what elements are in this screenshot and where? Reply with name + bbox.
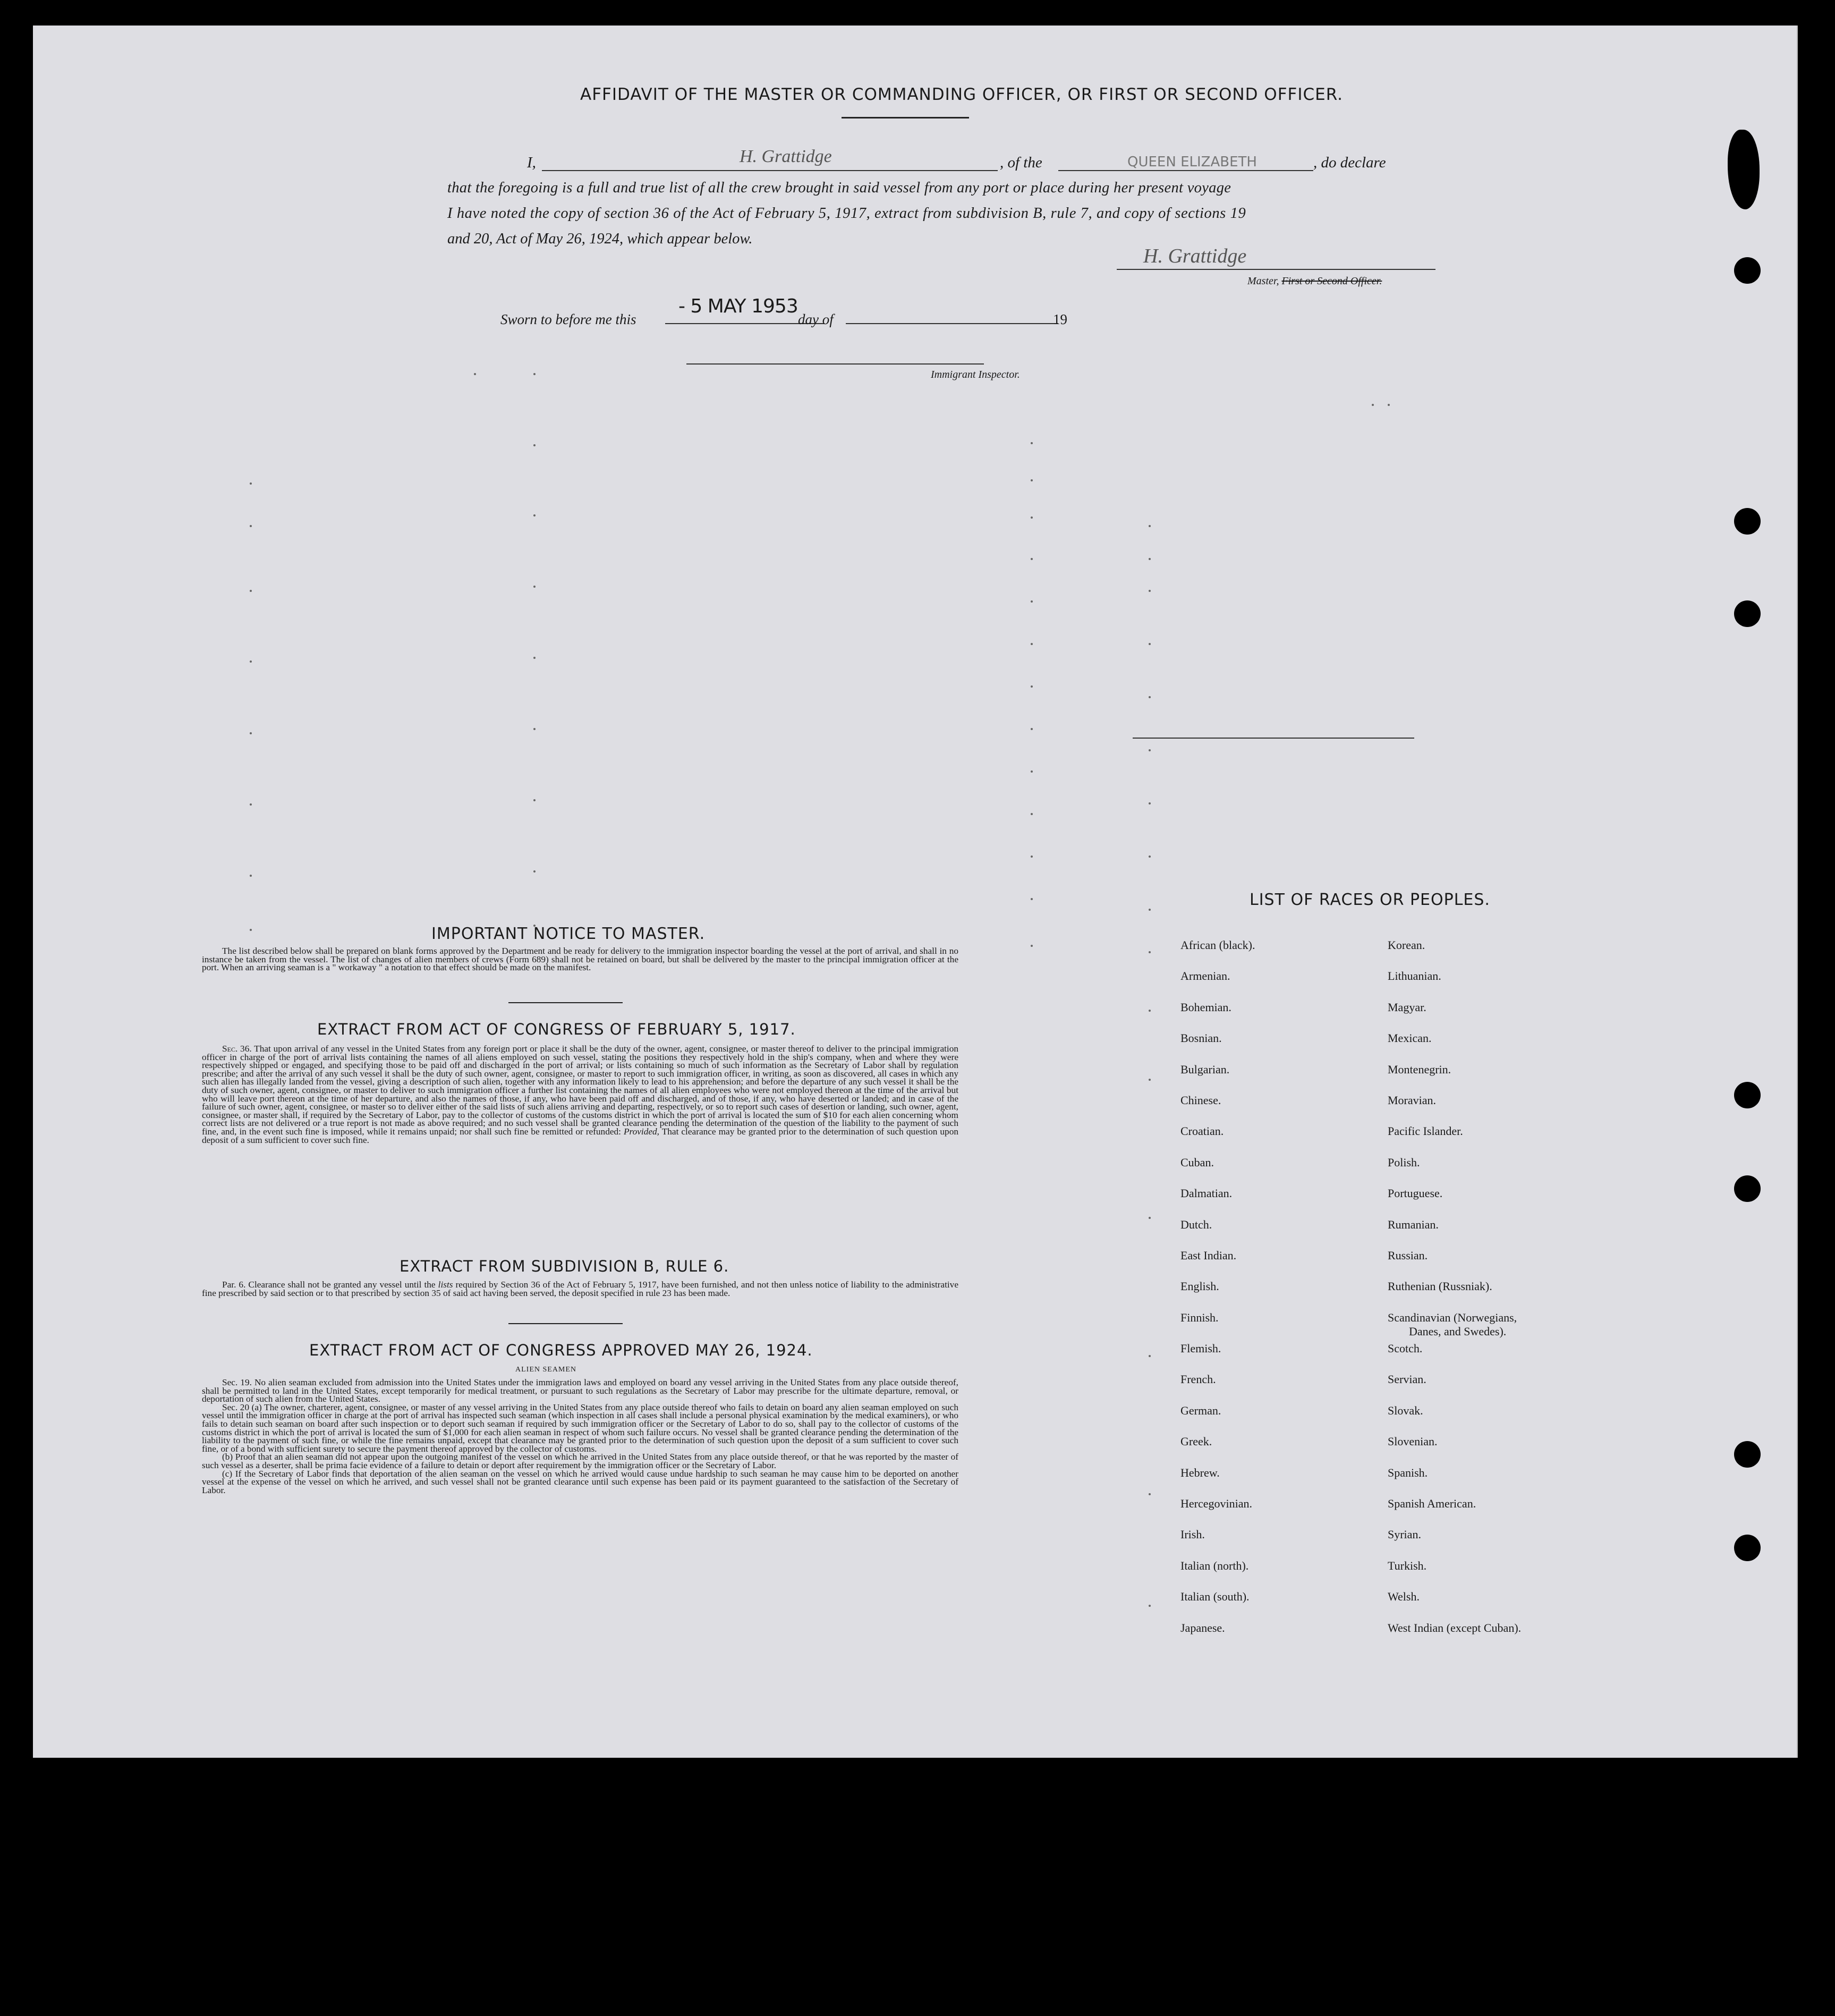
- sec-20c-paragraph: (c) If the Secretary of Labor finds that deportation of the alien seaman on the vessel on which he arrived would cause undue hardship to such seaman he may cause him to be deported on another vessel at the expense of the vessel on which he arrived, and such vessel shall not be granted clearance until such expense has been paid or its payment guaranteed to the satisfaction of the Secretary of Labor.: [202, 1468, 958, 1495]
- race-item: Montenegrin.: [1388, 1062, 1451, 1076]
- affidavit-line4: and 20, Act of May 26, 1924, which appear below.: [447, 231, 753, 247]
- sec-36-label: Sec. 36.: [222, 1044, 252, 1054]
- races-right-column: [1388, 938, 1521, 1652]
- race-item: Turkish.: [1388, 1558, 1427, 1572]
- race-item: Lithuanian.: [1388, 969, 1441, 983]
- punch-hole: [1734, 257, 1761, 284]
- affidavit-line2: that the foregoing is a full and true list of all the crew brought in said vessel from any port or place during her present voyage: [447, 180, 1231, 196]
- race-item: Syrian.: [1388, 1528, 1421, 1541]
- race-item-multiline: [1388, 1311, 1521, 1342]
- proviso-word: Provided,: [623, 1126, 659, 1137]
- races-title: LIST OF RACES OR PEOPLES.: [1250, 891, 1490, 909]
- sec-20b-paragraph: (b) Proof that an alien seaman did not appear upon the outgoing manifest of the vessel on which he arrived in the United States from any place outside thereof, or that he was reported by the master of such vessel as a deserter, shall be prima facie evidence of a failure to detain or deport after requirement by the immigration officer or the Secretary of Labor.: [202, 1452, 958, 1470]
- affidavit-i: I,: [527, 154, 536, 171]
- affidavit-title: AFFIDAVIT OF THE MASTER OR COMMANDING OFFICER, OR FIRST OR SECOND OFFICER.: [580, 85, 1344, 104]
- race-item: French.: [1180, 1373, 1216, 1386]
- extract-1917-text: [202, 1045, 958, 1144]
- sec-36-text: That upon arrival of any vessel in the United States from any foreign port or place it shall be the duty of the owner, agent, consignee, or master thereof to deliver to the principal immigration officer in charge of the port of arrival lists containing the names of all aliens employed on such vessel, stating the positions they respectively hold in the ship's company, when and where they were respectively shipped or engaged, and specifying those to be paid off and discharged in the port of arrival; or lists containing so much of such information as the Secretary of Labor shall by regulation prescribe; and after the arrival of any such vessel it shall be the duty of such owner, agent, consignee, or master to report to such immigration officer, in writing, as soon as discovered, all cases in which any such alien has illegally landed from the vessel, giving a description of such alien, together with any information likely to lead to his apprehension; and before the departure of any such vessel it shall be the duty of such owner, agent, consignee, or master to deliver to such immigration officer a further list containing the names of all alien employees who were not employed thereon at the time of the arrival but who will leave port thereon at the time of her departure, and also the names of those, if any, who have been paid off and discharged, and of those, if any, who have deserted or landed; and in case of the failure of such owner, agent, consignee, or master so to deliver either of the said lists of such aliens arriving and departing, respectively, or so to report such cases of desertion or landing, such owner, agent, consignee, or master shall, if required by the Secretary of Labor, pay to the collector of customs of the customs district in which the port of arrival is located the sum of $10 for each alien concerning whom correct lists are not delivered or a true report is not made as above required; and no such vessel shall be granted clearance pending the determination of the question of the liability to the payment of such fine, and, in the event such fine is imposed, while it remains unpaid; nor shall such fine be remitted or refunded:: [202, 1044, 959, 1137]
- rule6-divider: [508, 1323, 623, 1324]
- master-label-line: [1247, 275, 1382, 287]
- race-item: Bosnian.: [1180, 1031, 1222, 1045]
- races-header-line: [1133, 738, 1414, 739]
- rule6-text-end: required by Section 36 of the Act of February 5, 1917, have been furnished, and not then unless notice of liability to the administrative fine prescribed by said section or to that prescribed by section 35 of said act having been served, the deposit specified in rule 23 has been made.: [202, 1280, 958, 1298]
- extract-1924-text: [202, 1378, 958, 1494]
- race-item: Korean.: [1388, 938, 1425, 952]
- sworn-label: Sworn to before me this: [500, 311, 636, 327]
- race-item: Moravian.: [1388, 1093, 1437, 1107]
- inspector-line: [686, 363, 984, 365]
- punch-hole: [1734, 1175, 1761, 1202]
- extract-1924-title: EXTRACT FROM ACT OF CONGRESS APPROVED MAY 26, 1924.: [309, 1341, 813, 1359]
- race-item: Servian.: [1388, 1373, 1426, 1386]
- race-item: Greek.: [1180, 1435, 1212, 1449]
- race-item: Italian (south).: [1180, 1590, 1250, 1604]
- race-item: Dalmatian.: [1180, 1187, 1233, 1200]
- day-fill-line: [846, 323, 1058, 324]
- race-item: Russian.: [1388, 1248, 1428, 1262]
- sec-20a-paragraph: Sec. 20 (a) The owner, charterer, agent, consignee, or master of any vessel arriving in the United States from any place outside thereof who fails to detain on board any alien seaman employed on such vessel until the immigration officer in charge at the port of arrival has inspected such seaman (which inspection in all cases shall include a personal physical examination by the medical examiners), or who fails to detain such seaman on board after such inspection or to deport such seaman if required by such immigration officer or the Secretary of Labor to do so, shall pay to the collector of customs of the customs district in which the port of arrival is located the sum of $1,000 for each alien seaman in respect of whom such failure occurs. No vessel shall be granted clearance pending the determination of the liability to the payment of such fine, or while the fine remains unpaid, except that clearance may be granted prior to the determination of such question upon the deposit of a sum sufficient to cover such fine, or of a bond with sufficient surety to secure the payment thereof approved by the collector of customs.: [202, 1402, 958, 1454]
- extract-1917-title: EXTRACT FROM ACT OF CONGRESS OF FEBRUARY 5, 1917.: [317, 1020, 796, 1038]
- race-item: Magyar.: [1388, 1000, 1426, 1014]
- master-sig-line: [1117, 269, 1435, 270]
- punch-hole: [1734, 600, 1761, 627]
- race-item: Bohemian.: [1180, 1000, 1231, 1014]
- punch-hole: [1734, 508, 1761, 535]
- race-item: East Indian.: [1180, 1248, 1237, 1262]
- master-signature: H. Grattidge: [1143, 245, 1247, 267]
- race-item: West Indian (except Cuban).: [1388, 1621, 1522, 1634]
- inspector-label: Immigrant Inspector.: [931, 369, 1020, 380]
- race-item: Bulgarian.: [1180, 1062, 1230, 1076]
- vessel-fill-line: [1058, 170, 1313, 171]
- race-item: Japanese.: [1180, 1621, 1225, 1634]
- affidavit-line3: I have noted the copy of section 36 of the Act of February 5, 1917, extract from subdivision B, rule 7, and copy of sections 19: [447, 205, 1246, 222]
- race-item: Finnish.: [1180, 1310, 1219, 1324]
- race-item-line2: Danes, and Swedes).: [1409, 1324, 1507, 1338]
- race-item: English.: [1180, 1280, 1219, 1293]
- title-underline: [842, 117, 969, 118]
- document-page: [33, 26, 1798, 1758]
- year-prefix: 19: [1053, 311, 1067, 327]
- race-item: Italian (north).: [1180, 1558, 1249, 1572]
- race-item-line1: Scandinavian (Norwegians,: [1388, 1310, 1517, 1324]
- sworn-date-stamp: - 5 MAY 1953: [678, 295, 798, 317]
- race-item: Croatian.: [1180, 1124, 1224, 1138]
- affidavit-of-the: , of the: [1000, 154, 1042, 171]
- race-item: German.: [1180, 1403, 1221, 1417]
- vessel-name: QUEEN ELIZABETH: [1127, 154, 1257, 170]
- sec-19-paragraph: Sec. 19. No alien seaman excluded from admission into the United States under the immigration laws and employed on board any vessel arriving in the United States from any place outside thereof, shall be permitted to land in the United States, except temporarily for medical treatment, or pursuant to such regulations as the Secretary of Labor may prescribe for the ultimate departure, removal, or deportation of such alien from the United States.: [202, 1377, 958, 1404]
- race-item: Cuban.: [1180, 1155, 1214, 1169]
- rule6-text-start: Par. 6. Clearance shall not be granted any vessel until the: [222, 1280, 436, 1290]
- race-item: Slovak.: [1388, 1403, 1423, 1417]
- punch-hole: [1734, 1441, 1761, 1468]
- master-label: Master,: [1247, 275, 1279, 287]
- subdivision-b-title: EXTRACT FROM SUBDIVISION B, RULE 6.: [400, 1257, 729, 1275]
- lists-word: lists: [438, 1280, 453, 1290]
- notice-paragraph: The list described below shall be prepared on blank forms approved by the Department and be ready for delivery to the immigration inspector boarding the vessel at the port of arrival, and shall in no instance be taken from the vessel. The list of changes of alien members of crews (Form 689) shall not be retained on board, but shall be delivered by the master to the principal immigration officer at the port. When an arriving seaman is a " workaway " a notation to that effect should be made on the manifest.: [202, 946, 958, 973]
- race-item: Pacific Islander.: [1388, 1124, 1463, 1138]
- notice-divider: [508, 1002, 623, 1003]
- races-left-column: [1180, 938, 1255, 1652]
- day-of-label: day of: [798, 311, 834, 327]
- race-item: Welsh.: [1388, 1590, 1420, 1604]
- race-item: Polish.: [1388, 1155, 1420, 1169]
- sec-36-text-end: That clearance may be granted prior to the determination of such question upon deposit of a sum sufficient to cover such fine.: [202, 1126, 958, 1145]
- race-item: Armenian.: [1180, 969, 1230, 983]
- race-item: Irish.: [1180, 1528, 1205, 1541]
- race-item: Dutch.: [1180, 1217, 1212, 1231]
- race-item: Chinese.: [1180, 1093, 1221, 1107]
- name-fill-line: [542, 170, 998, 171]
- race-item: Rumanian.: [1388, 1217, 1439, 1231]
- race-item: Hebrew.: [1180, 1466, 1220, 1479]
- notice-title: IMPORTANT NOTICE TO MASTER.: [431, 925, 706, 943]
- affidavit-declare: , do declare: [1313, 154, 1386, 171]
- punch-hole: [1734, 1082, 1761, 1108]
- race-item: African (black).: [1180, 938, 1255, 952]
- race-item: Ruthenian (Russniak).: [1388, 1280, 1492, 1293]
- master-name-signature: H. Grattidge: [740, 147, 832, 166]
- race-item: Hercegovinian.: [1180, 1497, 1252, 1511]
- punch-hole: [1734, 1535, 1761, 1561]
- race-item: Flemish.: [1180, 1342, 1221, 1356]
- affidavit-line1: [527, 147, 1510, 175]
- torn-corner: [1728, 130, 1760, 209]
- race-item: Spanish American.: [1388, 1497, 1476, 1511]
- notice-text: [202, 947, 958, 972]
- race-item: Slovenian.: [1388, 1435, 1438, 1449]
- race-item: Portuguese.: [1388, 1187, 1443, 1200]
- subdivision-b-text: [202, 1281, 958, 1297]
- race-item: Scotch.: [1388, 1342, 1423, 1356]
- struck-officer-label: First or Second Officer.: [1281, 275, 1382, 287]
- race-item: Spanish.: [1388, 1466, 1428, 1479]
- race-item: Mexican.: [1388, 1031, 1432, 1045]
- alien-seamen-subtitle: ALIEN SEAMEN: [515, 1366, 577, 1374]
